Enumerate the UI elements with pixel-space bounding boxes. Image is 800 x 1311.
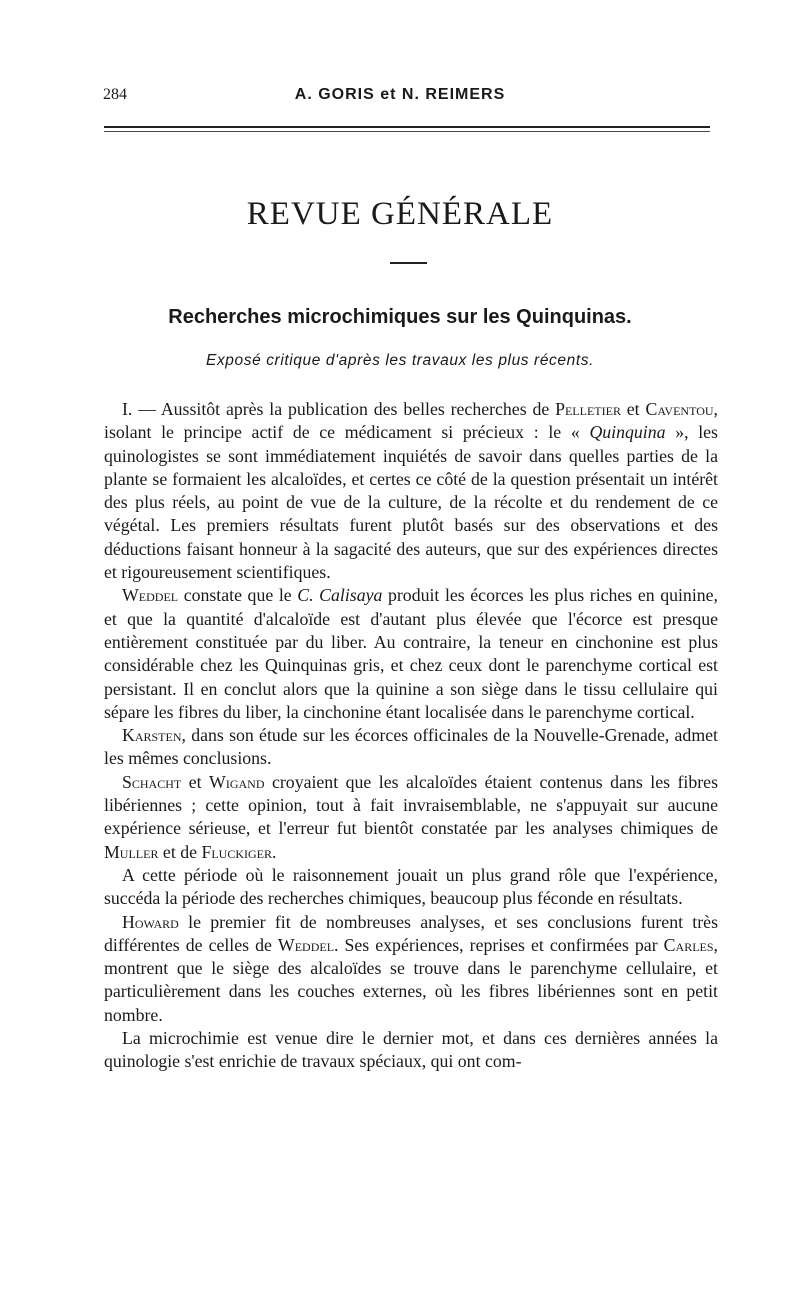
- text-run: constate que le: [178, 585, 298, 606]
- author-name: Fluckiger: [201, 841, 272, 862]
- text-run: », les quinologistes se sont immédiatement inquiétés de savoir dans quelles parties de la plante se formaient les alcaloïdes, et certes ce côté de la question présentait un intérêt des plus réels, au point de vue de la culture, de la récolte et du rendement de ce végétal. Les premiers résultats furent plutôt basés sur des observations et des déductions faisant honneur à la sagacité des auteurs, que sur des expériences directes et rigoureusement scientifiques.: [104, 422, 718, 583]
- text-run: , isolant le principe actif de ce médicament si précieux : le «: [104, 399, 718, 443]
- text-run: et: [620, 399, 646, 419]
- text-run: et de: [158, 841, 202, 862]
- italic-term: Quinquina: [589, 422, 666, 443]
- author-name: Howard: [122, 911, 179, 932]
- author-name: Muller: [104, 841, 159, 862]
- running-title: A. GORIS et N. REIMERS: [294, 86, 506, 103]
- paragraph-2: [104, 584, 718, 724]
- running-header: [0, 86, 800, 112]
- section-title: REVUE GÉNÉRALE: [246, 196, 554, 232]
- text-run: , dans son étude sur les écorces officinales de la Nouvelle-Grenade, admet les mêmes conclusions.: [104, 725, 718, 769]
- author-name: Karsten: [122, 725, 182, 746]
- article-subsubtitle: Exposé critique d'après les travaux les plus récents.: [206, 352, 594, 369]
- author-name: Carles: [663, 934, 714, 955]
- paragraph-4: [104, 771, 718, 864]
- text-run: A cette période où le raisonnement jouait un plus grand rôle que l'expérience, succéda la période des recherches chimiques, beaucoup plus féconde en résultats.: [104, 864, 718, 909]
- author-name: Wigand: [209, 771, 265, 792]
- article-body: [104, 398, 718, 1074]
- text-run: , montrent que le siège des alcaloïdes se trouve dans le parenchyme cellulaire, et particulièrement dans les couches externes, où les fibres libériennes sont en petit nombre.: [104, 934, 718, 1025]
- paragraph-6: [104, 911, 718, 1027]
- author-name: Pelletier: [555, 399, 621, 419]
- text-run: le premier fit de nombreuses analyses, et ses conclusions furent très différentes de celles de: [104, 911, 718, 955]
- header-rule-thin: [104, 131, 710, 132]
- article-subtitle: Recherches microchimiques sur les Quinquinas.: [168, 306, 632, 328]
- text-run: et: [181, 771, 210, 792]
- text-run: croyaient que les alcaloïdes étaient contenus dans les fibres libériennes ; cette opinion, tout à fait invraisemblable, ne s'appuyait sur aucune expérience sérieuse, et l'erreur fut bientôt constatée par les analyses chimiques de: [104, 771, 718, 839]
- text-run: produit les écorces les plus riches en quinine, et que la quantité d'alcaloïde est d'autant plus élevée que l'écorce est presque entièrement constituée par du liber. Au contraire, la teneur en cinchonine est plus considérable chez les Quinquinas gris, et chez ceux dont le parenchyme cortical est persistant. Il en conclut alors que la quinine a son siège dans le tissu cellulaire qui sépare les fibres du liber, la cinchonine étant localisée dans le parenchyme cortical.: [104, 585, 718, 722]
- text-run: La microchimie est venue dire le dernier mot, et dans ces dernières années la quinologie s'est enrichie de travaux spéciaux, qui ont com-: [104, 1028, 718, 1072]
- author-name: Weddel: [122, 585, 179, 606]
- title-divider: [390, 262, 427, 264]
- text-run: .: [272, 841, 277, 862]
- author-name: Schacht: [122, 771, 182, 792]
- paragraph-1: [104, 398, 718, 584]
- text-run: I. — Aussitôt après la publication des belles recherches de: [122, 399, 556, 419]
- author-name: Caventou: [645, 399, 714, 419]
- author-name: Weddel: [277, 934, 335, 955]
- page-number: 284: [103, 86, 127, 103]
- paragraph-3: [104, 724, 718, 771]
- italic-term: C. Calisaya: [297, 585, 383, 606]
- paragraph-5: [104, 864, 718, 911]
- text-run: . Ses expériences, reprises et confirmées par: [334, 934, 664, 955]
- header-rule-thick: [104, 126, 710, 128]
- paragraph-7: [104, 1027, 718, 1074]
